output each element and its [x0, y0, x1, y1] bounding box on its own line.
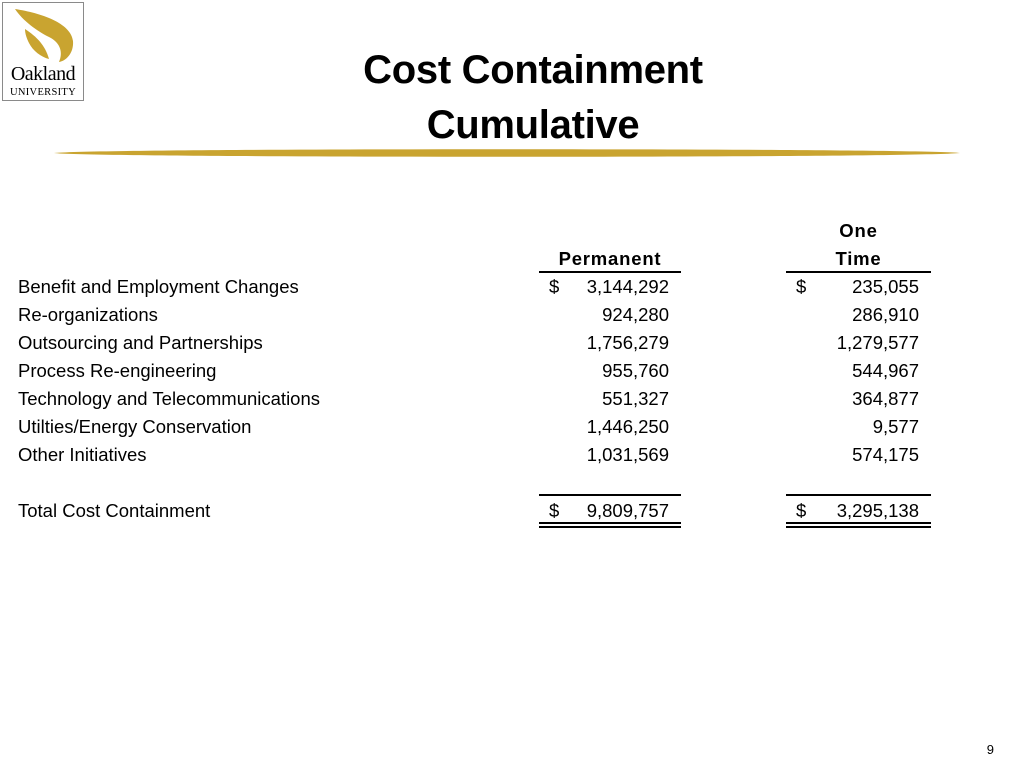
row-label: Outsourcing and Partnerships: [18, 332, 263, 353]
double-underline-permanent-top: [539, 522, 681, 524]
logo-subtitle: UNIVERSITY: [10, 87, 76, 98]
permanent-value: 1,031,569: [586, 444, 669, 465]
currency-symbol: $: [796, 500, 807, 521]
header-underline-one-time: [786, 271, 931, 273]
one-time-value: 9,577: [872, 416, 919, 437]
permanent-value: 1,756,279: [586, 332, 669, 353]
one-time-value: 286,910: [852, 304, 919, 325]
page-number: 9: [986, 742, 994, 757]
total-permanent-value: 9,809,757: [586, 500, 669, 521]
row-label: Utilties/Energy Conservation: [18, 416, 252, 437]
page-title-line-1: Cost Containment: [363, 48, 703, 92]
oak-leaf-icon: [11, 7, 77, 63]
one-time-value: 574,175: [852, 444, 919, 465]
column-header-one-time-line-2: Time: [835, 248, 882, 269]
double-underline-one-time-bottom: [786, 526, 931, 528]
total-one-time-value: 3,295,138: [836, 500, 919, 521]
permanent-value: 924,280: [602, 304, 669, 325]
total-label: Total Cost Containment: [18, 500, 211, 521]
row-label: Process Re-engineering: [18, 360, 217, 381]
total-rule-one-time: [786, 494, 931, 496]
logo-wordmark: Oakland: [10, 63, 76, 85]
currency-symbol: $: [549, 500, 560, 521]
row-label: Technology and Telecommunications: [18, 388, 321, 409]
double-underline-permanent-bottom: [539, 526, 681, 528]
header-underline-permanent: [539, 271, 681, 273]
currency-symbol: $: [549, 276, 560, 297]
one-time-value: 235,055: [852, 276, 919, 297]
row-label: Other Initiatives: [18, 444, 147, 465]
double-underline-one-time-top: [786, 522, 931, 524]
permanent-value: 1,446,250: [586, 416, 669, 437]
page-title-line-2: Cumulative: [426, 103, 640, 147]
row-label: Re-organizations: [18, 304, 158, 325]
currency-symbol: $: [796, 276, 807, 297]
gold-divider: [54, 147, 960, 159]
column-header-one-time-line-1: One: [839, 220, 878, 241]
one-time-value: 544,967: [852, 360, 919, 381]
row-label: Benefit and Employment Changes: [18, 276, 299, 297]
total-rule-permanent: [539, 494, 681, 496]
one-time-value: 1,279,577: [836, 332, 919, 353]
permanent-value: 3,144,292: [586, 276, 669, 297]
one-time-value: 364,877: [852, 388, 919, 409]
column-header-permanent: Permanent: [558, 248, 662, 269]
oakland-university-logo: [2, 2, 84, 101]
permanent-value: 955,760: [602, 360, 669, 381]
permanent-value: 551,327: [602, 388, 669, 409]
